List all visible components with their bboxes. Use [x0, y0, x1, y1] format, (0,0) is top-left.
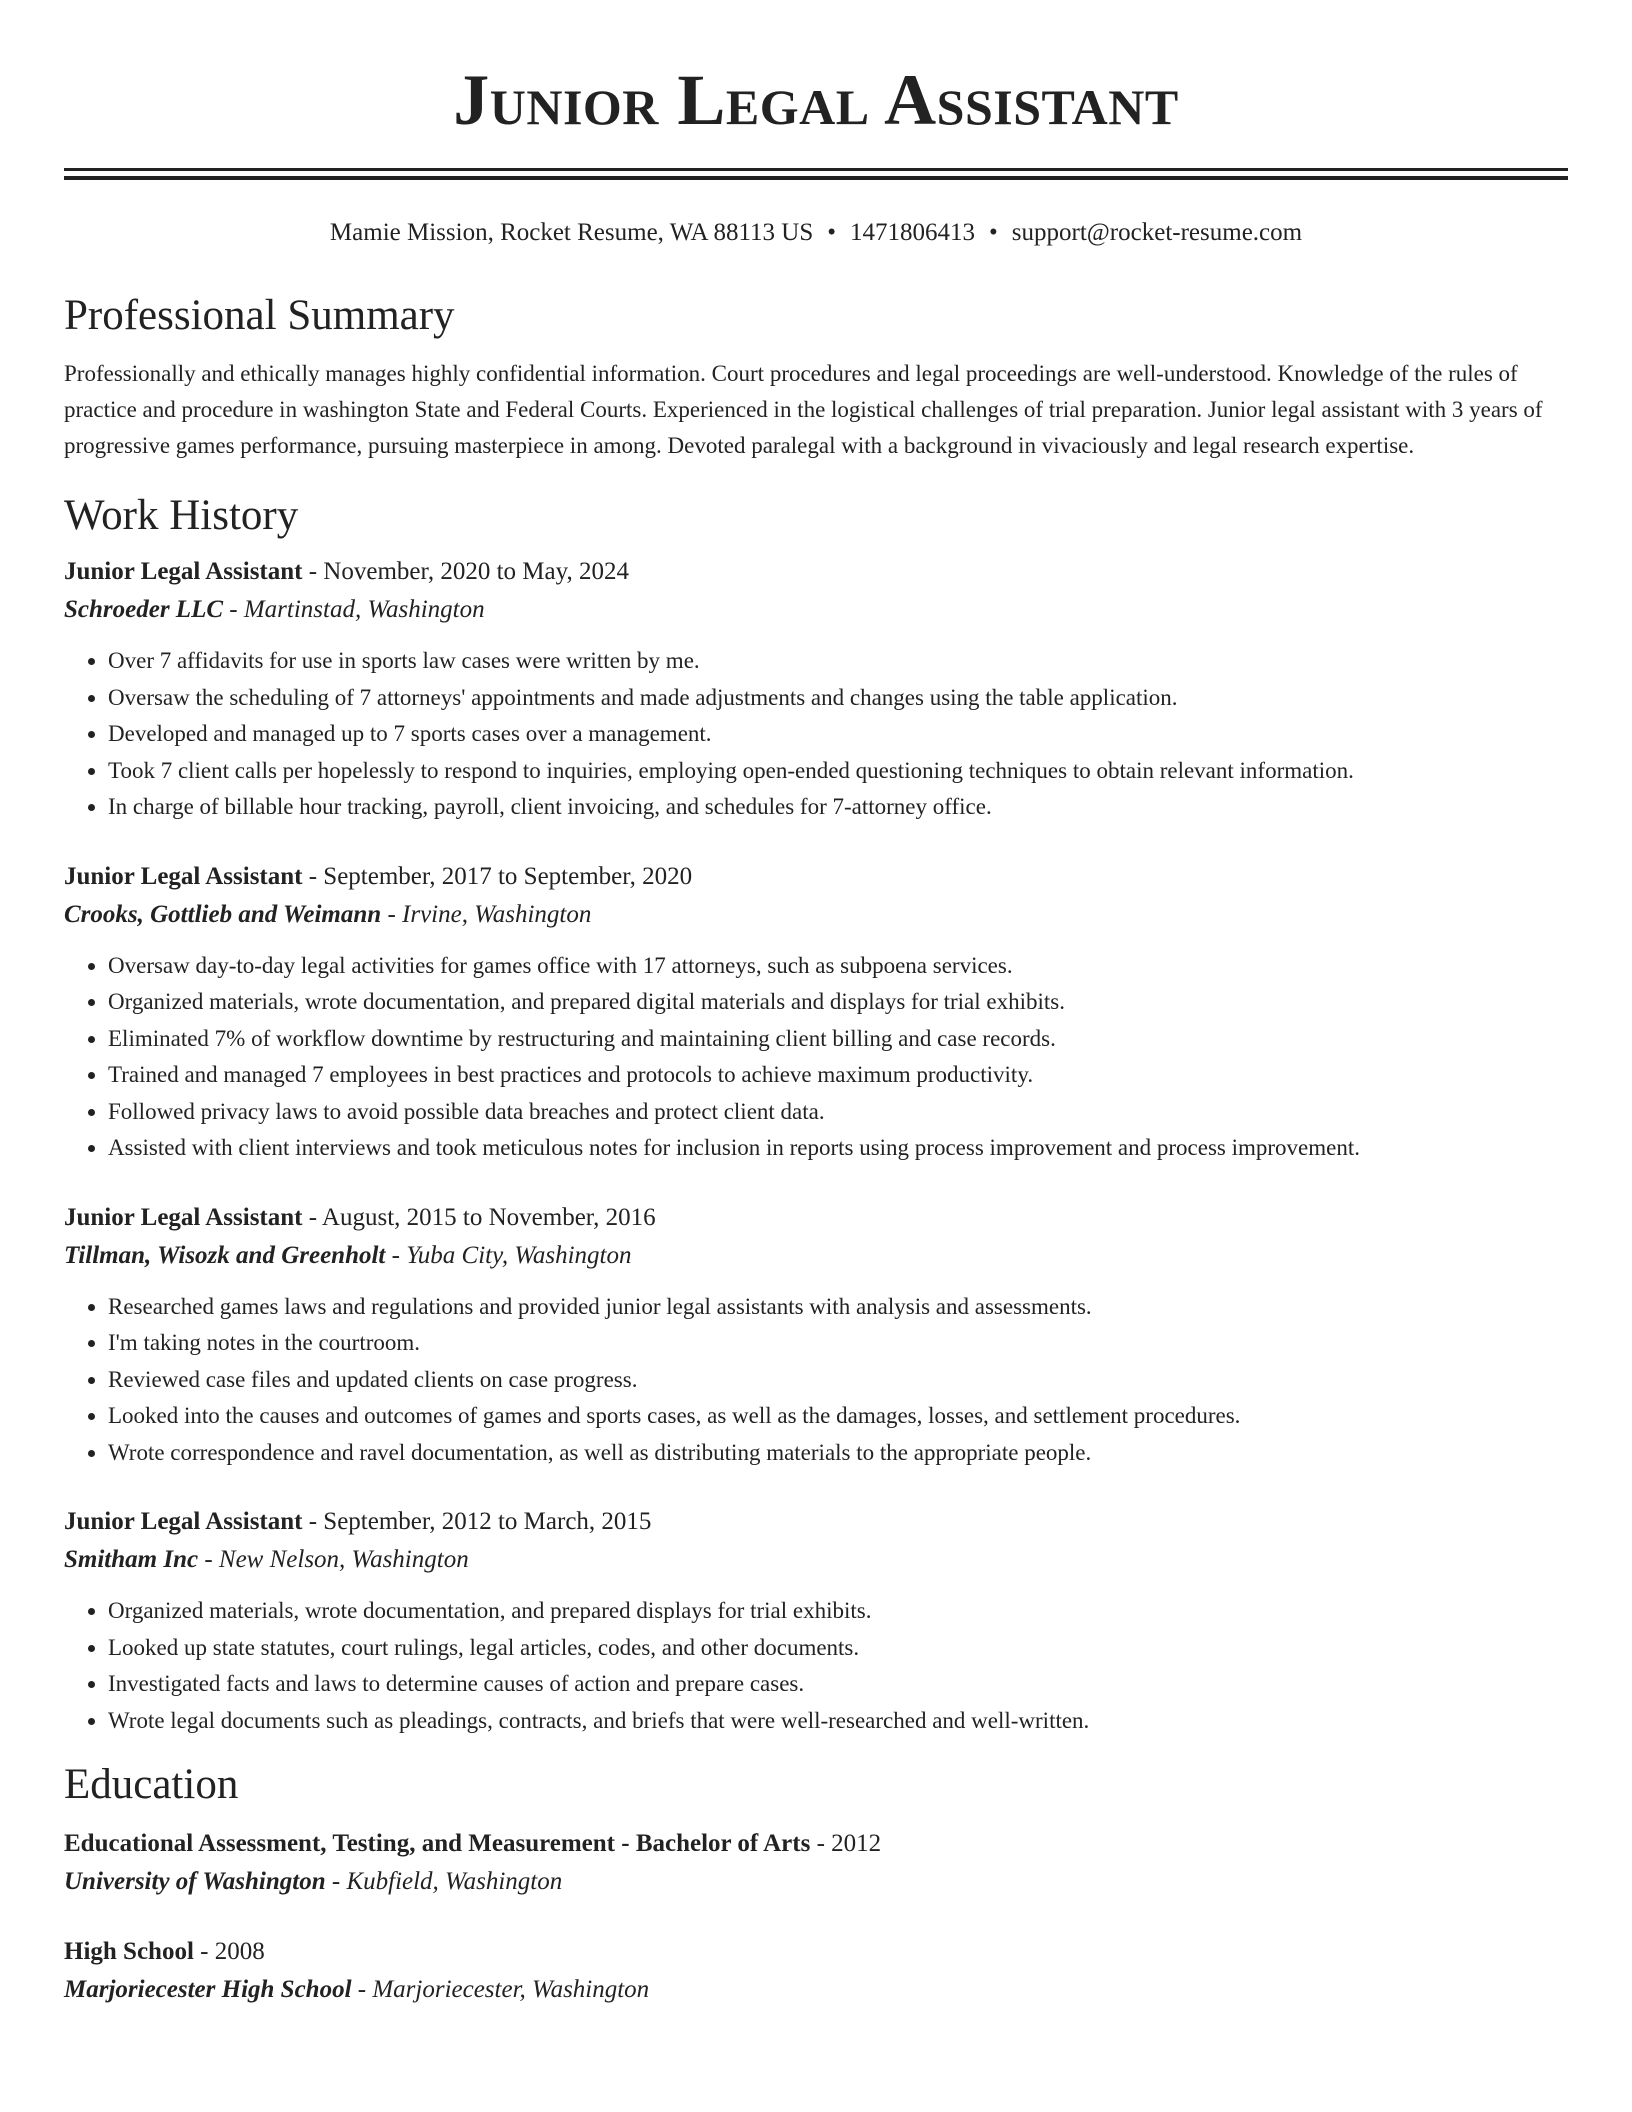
school-line	[64, 1863, 1568, 1901]
education-entry	[64, 1825, 1568, 1901]
graduation-year: - 2008	[193, 1937, 265, 1965]
job-title-line	[64, 553, 1568, 591]
job-title: Junior Legal Assistant	[64, 558, 303, 586]
list-item: • Assisted with client interviews and took meticulous notes for inclusion in reports using process improvement and process improvement.	[108, 1130, 1568, 1167]
job-title-line	[64, 858, 1568, 896]
contact-separator: •	[989, 219, 998, 246]
list-item: • Oversaw the scheduling of 7 attorneys' appointments and made adjustments and changes using the table application.	[108, 680, 1568, 717]
summary-text: Professionally and ethically manages highly confidential information. Court procedures and legal proceedings are well-understood. Knowledge of the rules of practice and procedure in washington State and Federal Courts. Experienced in the logistical challenges of trial preparation. Junior legal assistant with 3 years of progressive games performance, pursuing masterpiece in among. Devoted paralegal with a background in vivaciously and legal research expertise.	[64, 360, 1543, 458]
school-location: - Marjoriecester, Washington	[351, 1975, 650, 2003]
job-duties-list	[64, 948, 1568, 1167]
school-line	[64, 1971, 1568, 2009]
title-divider	[64, 168, 1568, 180]
employer-location: - Irvine, Washington	[381, 900, 592, 928]
job-dates: - August, 2015 to November, 2016	[302, 1203, 656, 1231]
job-entry	[64, 553, 1568, 826]
divider-line-bottom	[64, 176, 1568, 180]
job-entry	[64, 858, 1568, 1167]
school-name: Marjoriecester High School	[64, 1975, 352, 2003]
list-item: • Looked into the causes and outcomes of games and sports cases, as well as the damages, losses, and settlement procedures.	[108, 1398, 1568, 1435]
job-title: Junior Legal Assistant	[64, 862, 303, 890]
school-location: - Kubfield, Washington	[325, 1867, 563, 1895]
list-item: • Looked up state statutes, court rulings, legal articles, codes, and other documents.	[108, 1630, 1568, 1667]
list-item: • Took 7 client calls per hopelessly to respond to inquiries, employing open-ended questioning techniques to obtain relevant information.	[108, 753, 1568, 790]
list-item: • Wrote correspondence and ravel documentation, as well as distributing materials to the appropriate people.	[108, 1435, 1568, 1472]
resume-title: Junior Legal Assistant	[453, 60, 1179, 140]
employer-line	[64, 1541, 1568, 1579]
education-heading: Education	[64, 1761, 239, 1809]
list-item: • Eliminated 7% of workflow downtime by restructuring and maintaining client billing and case records.	[108, 1021, 1568, 1058]
divider-line-top	[64, 168, 1568, 171]
job-title-line	[64, 1199, 1568, 1237]
employer-location: - Yuba City, Washington	[385, 1241, 632, 1269]
contact-line	[64, 218, 1568, 248]
job-entry	[64, 1199, 1568, 1472]
degree-name: High School	[64, 1937, 194, 1965]
education-entry	[64, 1933, 1568, 2009]
list-item: • Oversaw day-to-day legal activities for games office with 17 attorneys, such as subpoena services.	[108, 948, 1568, 985]
work-history-heading: Work History	[64, 491, 299, 539]
job-title: Junior Legal Assistant	[64, 1203, 303, 1231]
employer-line	[64, 1237, 1568, 1275]
list-item: • In charge of billable hour tracking, payroll, client invoicing, and schedules for 7-attorney office.	[108, 789, 1568, 826]
employer-name: Tillman, Wisozk and Greenholt	[64, 1241, 386, 1269]
list-item: • I'm taking notes in the courtroom.	[108, 1325, 1568, 1362]
list-item: • Organized materials, wrote documentation, and prepared displays for trial exhibits.	[108, 1593, 1568, 1630]
job-entry	[64, 1503, 1568, 1739]
school-name: University of Washington	[64, 1867, 326, 1895]
employer-location: - New Nelson, Washington	[198, 1546, 469, 1574]
employer-name: Smitham Inc	[64, 1546, 199, 1574]
list-item: • Wrote legal documents such as pleadings, contracts, and briefs that were well-researched and well-written.	[108, 1703, 1568, 1740]
job-duties-list	[64, 643, 1568, 826]
job-duties-list	[64, 1593, 1568, 1739]
employer-name: Schroeder LLC	[64, 596, 224, 624]
list-item: • Trained and managed 7 employees in best practices and protocols to achieve maximum productivity.	[108, 1057, 1568, 1094]
job-title: Junior Legal Assistant	[64, 1508, 303, 1536]
list-item: • Developed and managed up to 7 sports cases over a management.	[108, 716, 1568, 753]
degree-line	[64, 1933, 1568, 1971]
job-title-line	[64, 1503, 1568, 1541]
employer-location: - Martinstad, Washington	[223, 596, 485, 624]
contact-separator: •	[827, 219, 837, 246]
employer-line	[64, 896, 1568, 934]
job-dates: - September, 2017 to September, 2020	[302, 862, 693, 890]
job-dates: - September, 2012 to March, 2015	[302, 1508, 652, 1536]
list-item: • Followed privacy laws to avoid possible data breaches and protect client data.	[108, 1094, 1568, 1131]
job-dates: - November, 2020 to May, 2024	[302, 558, 629, 586]
degree-line	[64, 1825, 1568, 1863]
degree-name: Educational Assessment, Testing, and Measurement - Bachelor of Arts	[64, 1829, 811, 1857]
graduation-year: - 2012	[810, 1829, 882, 1857]
job-duties-list	[64, 1289, 1568, 1472]
list-item: • Researched games laws and regulations and provided junior legal assistants with analysis and assessments.	[108, 1289, 1568, 1326]
list-item: • Organized materials, wrote documentation, and prepared digital materials and displays for trial exhibits.	[108, 984, 1568, 1021]
summary-heading: Professional Summary	[64, 292, 455, 339]
contact-address: Mamie Mission, Rocket Resume, WA 88113 US	[329, 219, 814, 246]
employer-line	[64, 591, 1568, 629]
employer-name: Crooks, Gottlieb and Weimann	[64, 900, 382, 928]
contact-phone: 1471806413	[850, 219, 976, 246]
list-item: • Investigated facts and laws to determine causes of action and prepare cases.	[108, 1666, 1568, 1703]
list-item: • Reviewed case files and updated clients on case progress.	[108, 1362, 1568, 1399]
list-item: • Over 7 affidavits for use in sports law cases were written by me.	[108, 643, 1568, 680]
contact-email: support@rocket-resume.com	[1011, 219, 1303, 246]
